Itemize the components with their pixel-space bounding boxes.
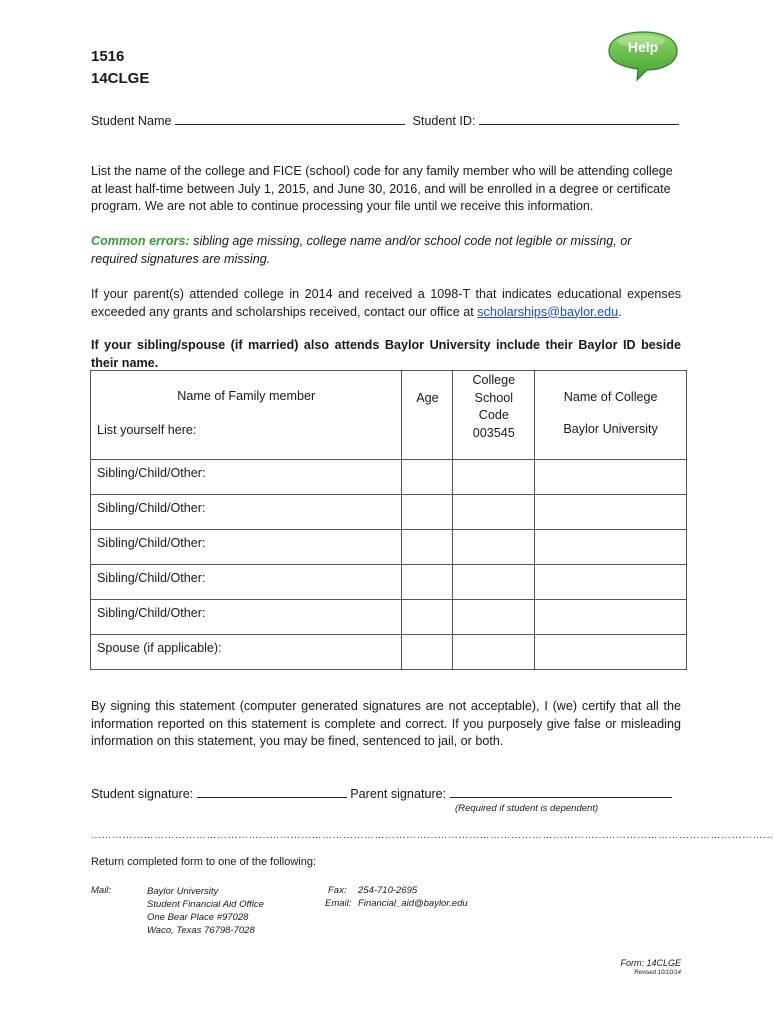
parent-signature-label: Parent signature:	[350, 787, 447, 801]
student-id-label: Student ID:	[412, 114, 476, 128]
college-cell[interactable]	[535, 460, 687, 495]
common-errors-text: sibling age missing, college name and/or school code not legible or missing, or required signatures are missing.	[91, 234, 632, 266]
header-age: Age	[416, 391, 439, 405]
baylor-code: 003545	[472, 425, 515, 440]
common-errors-note	[91, 233, 681, 268]
row-label[interactable]: Sibling/Child/Other:	[97, 606, 206, 620]
scholarships-email-link[interactable]: scholarships@baylor.edu	[477, 304, 619, 319]
code-cell[interactable]	[453, 600, 535, 635]
header-code-1: College	[472, 373, 516, 387]
college-cell[interactable]	[535, 495, 687, 530]
expense-note-end: .	[618, 304, 622, 319]
instructions-paragraph: List the name of the college and FICE (school) code for any family member who will be attending college at least half-time between July 1, 2015, and June 30, 2016, and will be enrolled in a degree or certificate program. We are not able to continue processing your file until we receive this information.	[91, 164, 673, 213]
row-label[interactable]: Sibling/Child/Other:	[97, 571, 206, 585]
college-cell[interactable]	[535, 600, 687, 635]
list-yourself-label: List yourself here:	[97, 423, 197, 437]
fax-number: 254-710-2695	[358, 885, 418, 896]
age-cell[interactable]	[402, 635, 453, 670]
form-code: 14CLGE	[91, 70, 150, 87]
age-cell[interactable]	[402, 460, 453, 495]
parent-signature-field[interactable]	[450, 785, 672, 798]
student-signature-label: Student signature:	[91, 787, 194, 801]
code-cell[interactable]	[453, 530, 535, 565]
header-code-2: School	[474, 390, 514, 405]
mail-line: Student Financial Aid Office	[147, 899, 264, 910]
mail-line: One Bear Place #97028	[147, 912, 249, 923]
age-cell[interactable]	[402, 495, 453, 530]
email-label: Email:	[325, 898, 352, 909]
college-cell[interactable]	[535, 565, 687, 600]
student-name-label: Student Name	[91, 114, 172, 128]
age-cell[interactable]	[402, 565, 453, 600]
code-cell[interactable]	[453, 565, 535, 600]
college-cell[interactable]	[535, 635, 687, 670]
student-signature-field[interactable]	[197, 785, 347, 798]
return-heading: Return completed form to one of the following:	[91, 856, 317, 868]
mail-line: Baylor University	[147, 886, 219, 897]
mail-line: Waco, Texas 76798-7028	[147, 925, 255, 936]
table-header-row	[91, 371, 687, 460]
certification-statement: By signing this statement (computer generated signatures are not acceptable), I (we) certify that all the information reported on this statement is complete and correct. If you purposely give false or misleading information on this statement, you may be fined, sentenced to jail, or both.	[91, 699, 681, 748]
fax-label: Fax:	[328, 885, 347, 896]
table-row	[91, 530, 687, 565]
family-members-table	[90, 370, 687, 670]
age-cell[interactable]	[402, 530, 453, 565]
table-row	[91, 565, 687, 600]
table-row	[91, 635, 687, 670]
mail-label: Mail:	[91, 885, 112, 896]
table-row	[91, 600, 687, 635]
help-button[interactable]	[607, 30, 679, 82]
header-college: Name of College	[563, 390, 658, 404]
school-code-header-cell	[453, 371, 535, 460]
row-label[interactable]: Sibling/Child/Other:	[97, 501, 206, 515]
common-errors-label: Common errors:	[91, 234, 190, 248]
age-cell[interactable]	[402, 600, 453, 635]
cut-line-divider: ……………………………………………………………………………………………………………………………………………………………………………	[91, 830, 774, 841]
sibling-note: If your sibling/spouse (if married) also attends Baylor University include their Baylor ID beside their name.	[91, 338, 681, 370]
student-id-field[interactable]	[479, 112, 679, 125]
header-name: Name of Family member	[177, 389, 316, 403]
table-row	[91, 460, 687, 495]
baylor-college-name: Baylor University	[563, 422, 658, 436]
row-label[interactable]: Spouse (if applicable):	[97, 641, 222, 655]
revised-date: Revised 10/10/14	[634, 970, 681, 976]
college-header-cell	[535, 371, 687, 460]
form-number: 1516	[91, 48, 125, 65]
parent-signature-note: (Required if student is dependent)	[455, 803, 599, 814]
financial-aid-email[interactable]: Financial_aid@baylor.edu	[358, 898, 468, 909]
expense-note-text: If your parent(s) attended college in 2014 and received a 1098-T that indicates educational expenses exceeded any grants and scholarships received, contact our office at	[91, 287, 681, 319]
row-label[interactable]: Sibling/Child/Other:	[97, 466, 206, 480]
student-name-field[interactable]	[175, 112, 405, 125]
table-row	[91, 495, 687, 530]
help-bubble-icon	[607, 30, 679, 82]
code-cell[interactable]	[453, 460, 535, 495]
help-label: Help	[627, 39, 659, 55]
college-cell[interactable]	[535, 530, 687, 565]
mail-address	[147, 885, 264, 937]
education-expense-note	[91, 286, 681, 321]
age-header-cell	[402, 371, 453, 460]
code-cell[interactable]	[453, 495, 535, 530]
code-cell[interactable]	[453, 635, 535, 670]
family-member-header-cell	[91, 371, 402, 460]
row-label[interactable]: Sibling/Child/Other:	[97, 536, 206, 550]
header-code-3: Code	[478, 408, 509, 422]
form-footer: Form: 14CLGE	[620, 958, 681, 968]
